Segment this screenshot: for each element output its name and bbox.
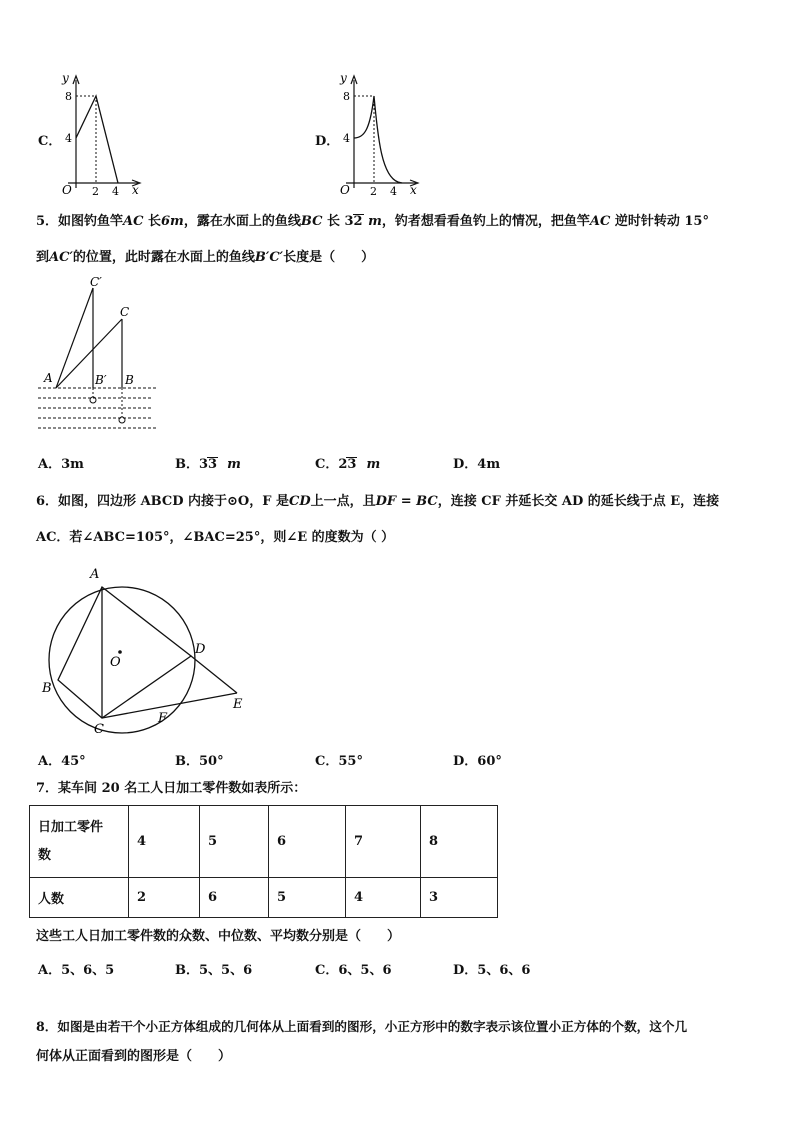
label-b-prime: B′ xyxy=(95,373,107,387)
q5-option-d[interactable]: D．4m xyxy=(453,457,501,472)
q4-graph-c xyxy=(58,70,148,198)
q7-option-c[interactable]: C．6、5、6 xyxy=(315,963,392,978)
label-o: O xyxy=(110,655,121,670)
origin-label: O xyxy=(62,183,72,197)
table-cell: 5 xyxy=(269,878,346,918)
origin-label: O xyxy=(340,183,350,197)
q8-stem-line1: 8．如图是由若干个小正方体组成的几何体从上面看到的图形，小正方形中的数字表示该位置小正方体的个数，这个几 xyxy=(36,1019,688,1034)
table-cell: 3 xyxy=(421,878,498,918)
table-cell: 4 xyxy=(129,806,200,878)
q7-stem: 7．某车间 20 名工人日加工零件数如表所示： xyxy=(36,781,307,796)
segment-de xyxy=(191,656,237,693)
sqrt-2: 2 xyxy=(353,214,363,229)
q5-option-c[interactable]: C．23 m xyxy=(315,457,381,472)
table-cell: 2 xyxy=(129,878,200,918)
label-a: A xyxy=(90,567,100,582)
q6-option-b[interactable]: B．50° xyxy=(175,754,224,769)
rod-ac xyxy=(56,319,122,388)
tick-8: 8 xyxy=(343,90,350,103)
arc-df: DF xyxy=(375,494,397,509)
arc-cd: CD xyxy=(289,494,311,509)
q5-option-b[interactable]: B．33 m xyxy=(175,457,241,472)
q4-option-c-letter[interactable]: C． xyxy=(38,134,62,149)
label-d: D xyxy=(195,642,206,657)
table-row xyxy=(30,878,498,918)
table-header-cell: 日加工零件 数 xyxy=(30,806,129,878)
q5-fishing-figure xyxy=(34,272,164,434)
y-label: y xyxy=(62,71,69,85)
tick-4: 4 xyxy=(343,132,350,145)
center-dot xyxy=(118,650,122,654)
x-label: x xyxy=(410,183,417,197)
rod-ac-prime xyxy=(56,288,93,388)
table-cell: 5 xyxy=(200,806,269,878)
function-curve xyxy=(76,96,118,183)
label-c: C xyxy=(94,722,104,737)
table-cell: 8 xyxy=(421,806,498,878)
tick-x-2: 2 xyxy=(370,185,377,198)
tick-8: 8 xyxy=(65,90,72,103)
tick-4: 4 xyxy=(65,132,72,145)
q5-option-a[interactable]: A．3m xyxy=(38,457,84,472)
tick-x-2: 2 xyxy=(92,185,99,198)
label-b: B xyxy=(125,373,134,387)
x-label: x xyxy=(132,183,139,197)
q6-stem-line2: AC．若∠ABC=105°，∠BAC=25°，则∠E 的度数为（ ） xyxy=(36,530,395,545)
table-cell: 6 xyxy=(269,806,346,878)
table-row xyxy=(30,806,498,878)
q6-circle-figure xyxy=(30,560,270,740)
table-cell: 7 xyxy=(346,806,421,878)
q5-stem-line1: 5．如图钓鱼竿AC 长6m，露在水面上的鱼线BC 长 32 m，钓者想看看鱼钓上的情况，把鱼竿AC 逆时针转动 15° xyxy=(36,214,709,229)
label-c-prime: C′ xyxy=(90,275,102,289)
q6-option-a[interactable]: A．45° xyxy=(38,754,86,769)
q6-option-c[interactable]: C．55° xyxy=(315,754,363,769)
q7-data-table xyxy=(29,805,498,918)
label-f: F xyxy=(158,711,168,726)
arc-bc: BC xyxy=(416,494,438,509)
q4-option-d-letter[interactable]: D． xyxy=(315,134,340,149)
q7-option-d[interactable]: D．5、6、6 xyxy=(453,963,531,978)
label-e: E xyxy=(233,697,243,712)
label-c: C xyxy=(120,305,130,319)
label-b: B xyxy=(42,681,52,696)
q6-stem-line1: 6．如图，四边形 ABCD 内接于⊙O，F 是CD上一点，且DF = BC，连接 CF 并延长交 AD 的延长线于点 E，连接 xyxy=(36,494,720,509)
y-label: y xyxy=(340,71,347,85)
table-cell: 6 xyxy=(200,878,269,918)
circle-o xyxy=(49,587,195,733)
tick-x-4: 4 xyxy=(112,185,119,198)
table-cell: 4 xyxy=(346,878,421,918)
function-curve xyxy=(354,96,402,183)
q5-stem-line2: 到AC′的位置，此时露在水面上的鱼线B′C′长度是（ ） xyxy=(36,250,375,265)
q7-option-a[interactable]: A．5、6、5 xyxy=(38,963,115,978)
q8-stem-line2: 何体从正面看到的图形是（ ） xyxy=(36,1049,232,1064)
q4-graph-d xyxy=(336,70,426,198)
tick-x-4: 4 xyxy=(390,185,397,198)
q6-option-d[interactable]: D．60° xyxy=(453,754,502,769)
label-a: A xyxy=(44,371,53,385)
segment-ce xyxy=(102,693,237,718)
q7-question: 这些工人日加工零件数的众数、中位数、平均数分别是（ ） xyxy=(36,929,401,944)
table-header-cell: 人数 xyxy=(30,878,129,918)
q7-option-b[interactable]: B．5、5、6 xyxy=(175,963,253,978)
